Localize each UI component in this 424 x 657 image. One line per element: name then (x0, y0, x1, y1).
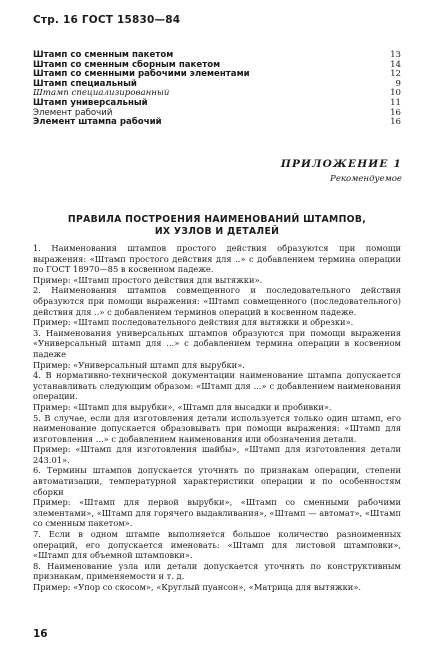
index-entry-page: 12 (390, 69, 401, 80)
index-entry (33, 118, 401, 128)
index-entry-page: 10 (390, 88, 401, 99)
paragraph: 7. Если в одном штампе выполняется большое количество разноименных операций, его допускается именовать: «Штамп для листовой штамповки», «Штамп для объемной штамповки». (33, 529, 401, 561)
example-paragraph: Пример: «Штамп для изготовления шайбы», «Штамп для изготовления детали 243.01». (33, 444, 401, 465)
index-entry-page: 14 (390, 59, 401, 70)
paragraph: 3. Наименования универсальных штампов образуются при помощи выражения «Универсальный штамп для ...» с добавлением термина операции в косвенном падеже (33, 327, 401, 359)
example-paragraph: Пример: «Штамп для первой вырубки», «Штамп со сменными рабочими элементами», «Штамп для горячего выдавливания», «Штамп — автомат», «Штамп со сменным пакетом». (33, 497, 401, 529)
index-entry-page: 9 (395, 78, 401, 89)
index-entry-text: Штамп со сменным пакетом (33, 50, 174, 60)
index-entry-page: 16 (390, 107, 401, 118)
index-entry-text: Штамп со сменным сборным пакетом (33, 59, 221, 70)
example-paragraph: Пример: «Упор со скосом», «Круглый пуансон», «Матрица для вытяжки». (33, 582, 362, 592)
paragraph: 5. В случае, если для изготовления детали используется только один штамп, его наименование допускается образовывать при помощи выражения: «Штамп для изготовления ...» с добавлением наименования или обозначения детали. (33, 412, 401, 444)
index-entry-page: 11 (390, 97, 401, 108)
paragraph: 6. Термины штампов допускается уточнять по признакам операции, степени автоматизации, температурной характеристики операции и по особенностям сборки (33, 465, 401, 497)
example-paragraph: Пример: «Штамп простого действия для вытяжки». (33, 274, 263, 285)
index-entry-text: Штамп специализированный (33, 88, 170, 99)
paragraph: 8. Наименование узла или детали допускается уточнять по конструктивным признакам, применяемости и т. д. (33, 560, 401, 582)
example-paragraph: Пример: «Штамп последовательного действия для вытяжки и обрезки». (33, 317, 354, 328)
example-paragraph: Пример: «Штамп для вырубки», «Штамп для высадки и пробивки». (33, 401, 332, 412)
index-entry-text: Штамп со сменными рабочими элементами (33, 69, 250, 80)
index-entry-page: 16 (390, 117, 401, 128)
index-entry-text: Штамп специальный (33, 78, 137, 89)
index-entry-text: Штамп универсальный (33, 97, 148, 108)
paragraph: 1. Наименования штампов простого действия образуются при помощи выражения: «Штамп простого действия для ..» с добавлением термина операции по ГОСТ 18970—85 в косвенном падеже. (33, 243, 401, 275)
page-number: 16 (33, 628, 48, 640)
section-title-line-2: ИХ УЗЛОВ И ДЕТАЛЕЙ (154, 226, 280, 237)
page-header: Стр. 16 ГОСТ 15830—84 (33, 14, 181, 26)
index-entry-page: 13 (390, 50, 401, 60)
appendix-subtitle: Рекомендуемое (330, 174, 402, 184)
paragraph: 4. В нормативно-технической документации наименование штампа допускается устанавливать следующим образом: «Штамп для ...» с добавлением наименования операции. (33, 370, 401, 402)
appendix-title: ПРИЛОЖЕНИЕ 1 (280, 158, 402, 170)
section-title-line-1: ПРАВИЛА ПОСТРОЕНИЯ НАИМЕНОВАНИЙ ШТАМПОВ, (67, 214, 367, 225)
index-entry-text: Элемент штампа рабочий (33, 117, 162, 128)
paragraph: 2. Наименования штампов совмещенного и последовательного действия образуются при помощи выражения: «Штамп совмещенного (последовательного) действия для ..» с добавлением терминов операций в косвенном падеже. (33, 285, 401, 317)
index-entry-text: Элемент рабочий (33, 107, 113, 118)
example-paragraph: Пример: «Универсальный штамп для вырубки». (33, 359, 245, 370)
index-list (33, 51, 401, 128)
appendix-label (281, 158, 402, 184)
body-text (33, 243, 401, 593)
